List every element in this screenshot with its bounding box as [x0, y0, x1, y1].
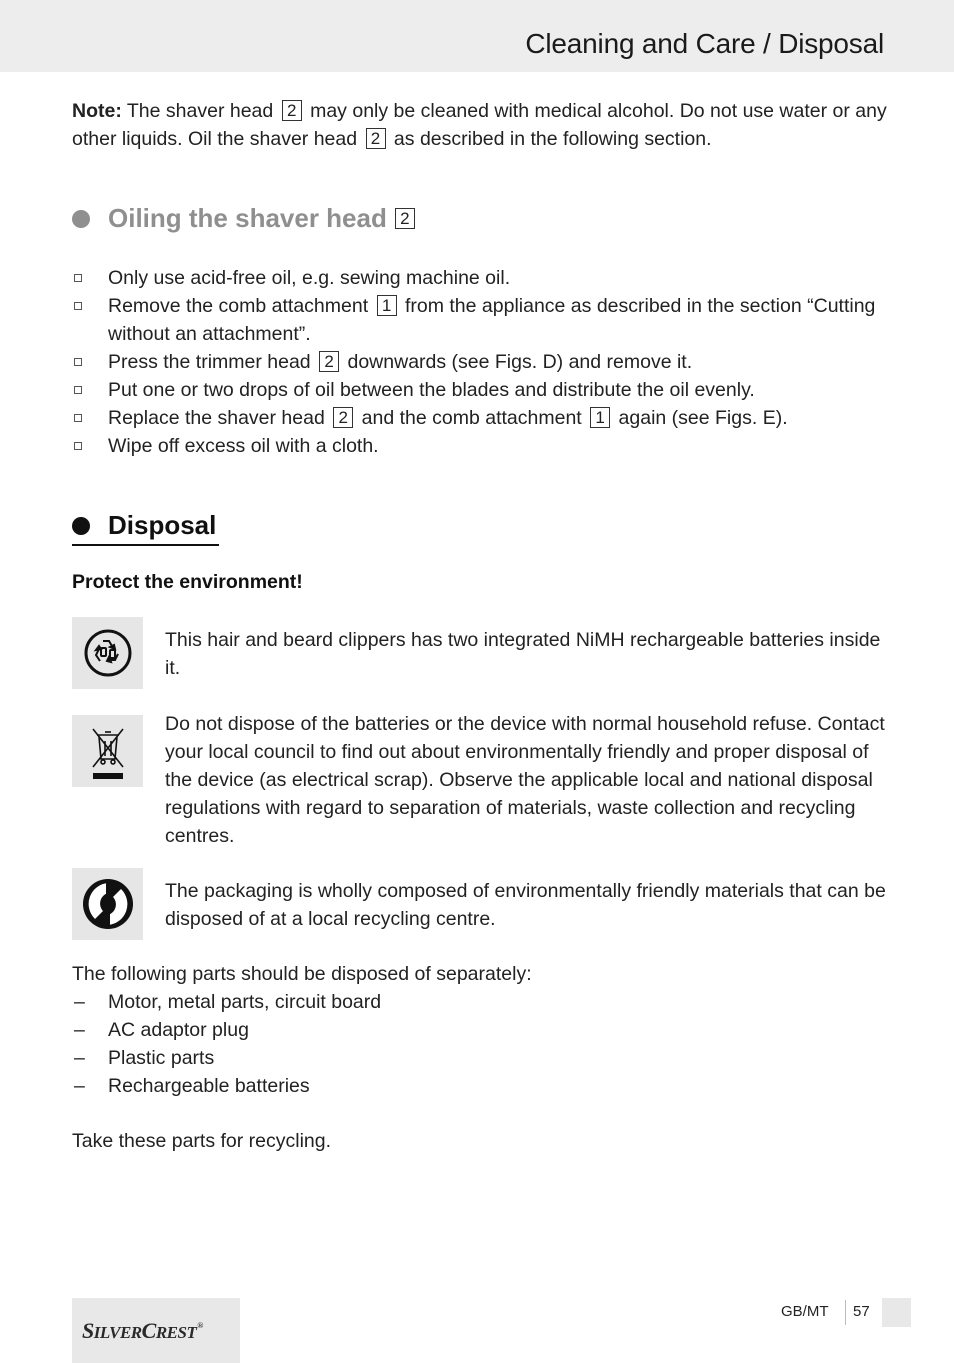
part-text: Motor, metal parts, circuit board [108, 991, 382, 1013]
step-text: again (see Figs. E). [613, 407, 788, 429]
green-dot-icon [81, 877, 135, 931]
list-item [72, 1044, 892, 1072]
list-item [72, 1016, 892, 1044]
list-item [72, 292, 892, 348]
logo-wordmark [82, 1318, 203, 1344]
part-ref: 2 [333, 407, 353, 428]
heading-text: Disposal [108, 510, 217, 540]
footer-tab [882, 1298, 911, 1327]
note-text: may only be cleaned with medical alcohol. Do not use water or any other liquids. Oil the shaver head [72, 100, 887, 150]
checkbox-square-icon [74, 358, 82, 366]
crossed-bin-icon-box [72, 715, 143, 787]
step-text: from the appliance as described in the section “Cutting without an attachment”. [108, 295, 876, 345]
dash-bullet: – [74, 1047, 85, 1069]
part-text: Plastic parts [108, 1047, 215, 1069]
step-text: Press the trimmer head [108, 351, 317, 373]
list-item [72, 264, 892, 292]
crossed-bin-icon [83, 721, 133, 781]
step-text: downwards (see Figs. D) and remove it. [342, 351, 693, 373]
checkbox-square-icon [74, 302, 82, 310]
logo-part: S [82, 1318, 94, 1343]
list-item [72, 432, 892, 460]
heading-text: Oiling the shaver head [108, 203, 387, 233]
oiling-steps-list [72, 264, 892, 460]
disposal-paragraph: Do not dispose of the batteries or the device with normal household refuse. Contact your local council to find out about environmentally friendly and proper disposal of the device (as electrical scrap). Observe the applicable local and national disposal regulations with regard to separation of materials, waste collection and recycling centres. [165, 713, 885, 847]
page-number: 57 [853, 1303, 870, 1320]
closing-text: Take these parts for recycling. [72, 1130, 332, 1152]
logo-part: ILVER [93, 1323, 142, 1342]
parts-intro: The following parts should be disposed of separately: [72, 963, 532, 985]
part-ref: 2 [395, 208, 415, 229]
dash-bullet: – [74, 1075, 85, 1097]
parts-list [72, 988, 892, 1100]
language-code: GB/MT [781, 1303, 829, 1320]
dash-bullet: – [74, 1019, 85, 1041]
part-ref: 2 [319, 351, 339, 372]
bullet-dot-icon [72, 517, 90, 535]
list-item [72, 348, 892, 376]
section-heading-disposal [72, 510, 216, 541]
note-text: as described in the following section. [388, 128, 712, 150]
list-item [72, 988, 892, 1016]
part-ref: 2 [366, 128, 386, 149]
checkbox-square-icon [74, 442, 82, 450]
dash-bullet: – [74, 991, 85, 1013]
step-text: Only use acid-free oil, e.g. sewing machine oil. [108, 267, 511, 289]
brand-logo [72, 1298, 240, 1363]
note-label: Note: [72, 100, 122, 122]
list-item [72, 376, 892, 404]
parts-section [72, 960, 892, 1100]
step-text: Put one or two drops of oil between the blades and distribute the oil evenly. [108, 379, 755, 401]
logo-part: ® [197, 1321, 203, 1330]
disposal-paragraph: The packaging is wholly composed of environmentally friendly materials that can be disposed of at a local recycling centre. [165, 880, 886, 930]
step-text: Wipe off excess oil with a cloth. [108, 435, 379, 457]
part-text: Rechargeable batteries [108, 1075, 310, 1097]
subheading-protect-environment: Protect the environment! [72, 571, 303, 593]
page-title: Cleaning and Care / Disposal [525, 28, 884, 59]
note-text: The shaver head [121, 100, 279, 122]
logo-part: C [141, 1318, 156, 1343]
part-ref: 2 [282, 100, 302, 121]
green-dot-icon-box [72, 868, 143, 940]
list-item [72, 1072, 892, 1100]
footer-divider [845, 1300, 846, 1325]
disposal-paragraph: This hair and beard clippers has two integrated NiMH rechargeable batteries inside it. [165, 629, 881, 679]
section-heading-oiling [72, 203, 418, 234]
step-text: and the comb attachment [356, 407, 588, 429]
recycle-batteries-icon [83, 628, 133, 678]
bullet-dot-icon [72, 210, 90, 228]
part-text: AC adaptor plug [108, 1019, 249, 1041]
recycle-batteries-icon-box [72, 617, 143, 689]
step-text: Replace the shaver head [108, 407, 331, 429]
step-text: Remove the comb attachment [108, 295, 374, 317]
heading-underline [72, 544, 219, 546]
logo-part: REST [155, 1323, 197, 1342]
list-item [72, 404, 892, 432]
part-ref: 1 [590, 407, 610, 428]
checkbox-square-icon [74, 414, 82, 422]
note-paragraph [72, 97, 892, 153]
checkbox-square-icon [74, 274, 82, 282]
checkbox-square-icon [74, 386, 82, 394]
part-ref: 1 [377, 295, 397, 316]
